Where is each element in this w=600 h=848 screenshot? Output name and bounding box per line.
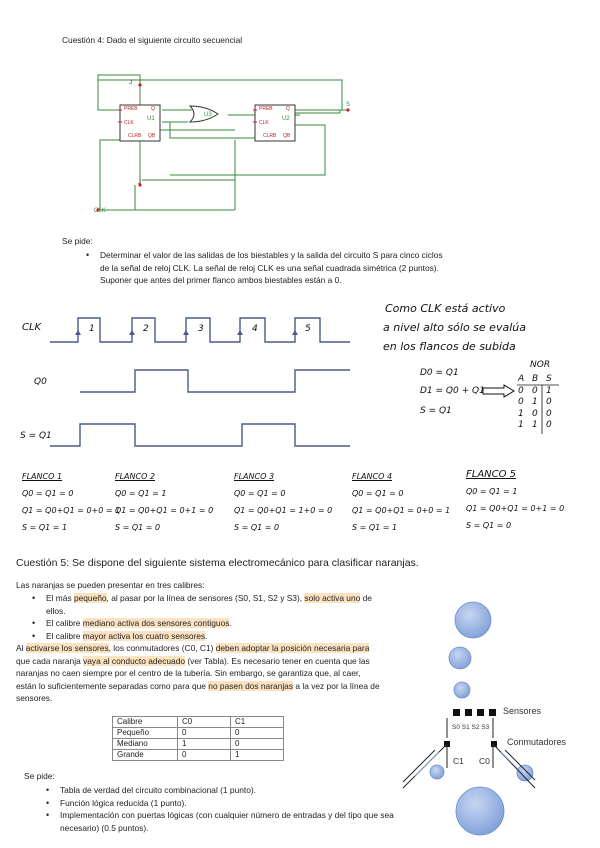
- note-line-1: Como CLK está activo: [385, 302, 506, 315]
- flanco-3: [234, 468, 349, 536]
- u1-label: U1: [147, 116, 155, 122]
- u2-preb: PREB: [259, 106, 273, 112]
- clk-label: CLK: [22, 322, 42, 333]
- calibre-table: [112, 716, 284, 761]
- q4-title: Cuestión 4: Dado el siguiente circuito secuencial: [62, 35, 243, 45]
- flanco-line: Q1 = Q0+Q1 = 0+1 = 0: [115, 506, 214, 515]
- u2-qb: QB: [283, 133, 291, 139]
- q0-label: Q0: [34, 377, 47, 387]
- orange-sorter-figure: [395, 590, 600, 848]
- q5-task: • Tabla de verdad del circuito combinacional (1 punto).: [40, 784, 430, 797]
- table-row: Grande 0 1: [113, 750, 284, 761]
- flanco-5: [466, 466, 586, 534]
- u1-qb: QB: [148, 133, 156, 139]
- flanco-title: FLANCO 4: [352, 472, 393, 481]
- u3-label: U3: [204, 112, 212, 118]
- flanco-line: S = Q1 = 1: [352, 523, 398, 532]
- sensores-label: Sensores: [503, 706, 542, 716]
- label-s: S: [346, 102, 351, 108]
- q5-calibre-list: [26, 592, 386, 642]
- flanco-line: S = Q1 = 0: [115, 523, 161, 532]
- eq-d0: D0 = Q1: [420, 368, 459, 378]
- nor-row: 1 0 0: [518, 408, 552, 419]
- flanco-title: FLANCO 2: [115, 472, 156, 481]
- q5-se-pide: Se pide:: [24, 771, 55, 781]
- flanco-title: FLANCO 5: [466, 469, 517, 480]
- u2-label: U2: [282, 116, 290, 122]
- c1-label: C1: [453, 756, 464, 766]
- sequential-circuit-diagram: [80, 70, 380, 220]
- conmutadores-label: Conmutadores: [507, 737, 567, 747]
- edge-num: 2: [143, 324, 149, 334]
- label-j2: J: [138, 180, 141, 186]
- flanco-2: [115, 468, 230, 536]
- flanco-title: FLANCO 3: [234, 472, 275, 481]
- edge-num: 4: [252, 324, 258, 334]
- arrow-icon: [482, 384, 516, 398]
- q4-task-list: [80, 249, 450, 287]
- nor-row: 0 1 0: [518, 397, 552, 407]
- nor-table-lines: [515, 384, 575, 436]
- label-clk: CLK: [94, 208, 106, 214]
- flanco-line: Q0 = Q1 = 1: [466, 487, 518, 496]
- flanco-line: Q1 = Q0+Q1 = 0+1 = 0: [466, 504, 565, 513]
- u2-q: Q: [286, 106, 290, 112]
- nor-row: 1 1 0: [518, 420, 552, 430]
- flanco-line: Q0 = Q1 = 1: [115, 489, 167, 498]
- q5-title: Cuestión 5: Se dispone del siguiente sistema electromecánico para clasificar naranjas.: [16, 557, 419, 569]
- u2-clrb: CLRB: [263, 133, 277, 139]
- table-header-row: Calibre C0 C1: [113, 717, 284, 728]
- label-j1: J: [129, 80, 132, 86]
- u1-q: Q: [151, 106, 155, 112]
- q5-bullet-small: • El más pequeño, al pasar por la línea de sensores (S0, S1, S2 y S3), solo activa uno de ellos.: [26, 592, 386, 617]
- flanco-line: S = Q1 = 0: [466, 521, 512, 530]
- q5-intro: Las naranjas se pueden presentar en tres calibres:: [16, 580, 205, 590]
- q5-bullet-large: • El calibre mayor activa los cuatro sensores.: [26, 630, 386, 643]
- q4-se-pide: Se pide:: [62, 236, 93, 246]
- table-row: Pequeño 0 0: [113, 728, 284, 739]
- flanco-line: Q0 = Q1 = 0: [234, 489, 286, 498]
- nor-title: NOR: [530, 360, 551, 370]
- flanco-line: S = Q1 = 0: [234, 523, 280, 532]
- q4-task: • Determinar el valor de las salidas de los biestables y la salida del circuito S para cinco ciclos de la señal de reloj CLK. La señal de reloj CLK es una señal cuadrada simétrica (2 puntos). Suponer que antes del primer flanco ambos biestables están a 0.: [80, 249, 450, 287]
- eq-s: S = Q1: [420, 406, 452, 416]
- flanco-line: S = Q1 = 1: [22, 523, 68, 532]
- q5-task: • Función lógica reducida (1 punto).: [40, 797, 430, 810]
- flanco-line: Q1 = Q0+Q1 = 0+0 = 1: [352, 506, 451, 515]
- s-label: S = Q1: [20, 431, 52, 441]
- c0-label: C0: [479, 756, 490, 766]
- flanco-line: Q0 = Q1 = 0: [22, 489, 74, 498]
- nor-row: 0 0 1: [518, 385, 552, 396]
- nor-header: A B S: [518, 374, 552, 384]
- table-row: Mediano 1 0: [113, 739, 284, 750]
- q5-paragraph: Al activarse los sensores, los conmutadores (C0, C1) deben adoptar la posición necesaria para que cada naranja vaya al conducto adecuado (ver Tabla). Es necesario tener en cuenta que las naranjas no caen siempre por el centro de la tubería. Sin embargo, se garantiza que, al caer, están lo suficientemente separadas como para que no pasen dos naranjas a la vez por la línea de sensores.: [16, 643, 380, 704]
- edge-num: 3: [198, 324, 204, 334]
- eq-d1: D1 = Q0 + Q1: [420, 386, 485, 396]
- flanco-line: Q1 = Q0+Q1 = 1+0 = 0: [234, 506, 333, 515]
- edge-num: 5: [305, 324, 311, 334]
- edge-num: 1: [89, 324, 95, 334]
- q5-task-list: [40, 784, 430, 834]
- flanco-line: Q1 = Q0+Q1 = 0+0 = 1: [22, 506, 121, 515]
- note-line-3: en los flancos de subida: [383, 340, 516, 353]
- u1-clk: CLK: [124, 120, 134, 126]
- q5-task: • Implementación con puertas lógicas (con cualquier número de entradas y del tipo que sea necesario) (0.5 puntos).: [40, 809, 430, 834]
- note-line-2: a nivel alto sólo se evalúa: [383, 321, 526, 334]
- flanco-title: FLANCO 1: [22, 472, 63, 481]
- flanco-4: [352, 468, 467, 536]
- u1-clrb: CLRB: [128, 133, 142, 139]
- flanco-line: Q0 = Q1 = 0: [352, 489, 404, 498]
- flanco-1: [22, 468, 127, 536]
- sensor-ids-label: S0 S1 S2 S3: [452, 724, 490, 731]
- u2-clk: CLK: [259, 120, 269, 126]
- u1-preb: PREB: [124, 106, 138, 112]
- q5-bullet-medium: • El calibre mediano activa dos sensores contiguos.: [26, 617, 386, 630]
